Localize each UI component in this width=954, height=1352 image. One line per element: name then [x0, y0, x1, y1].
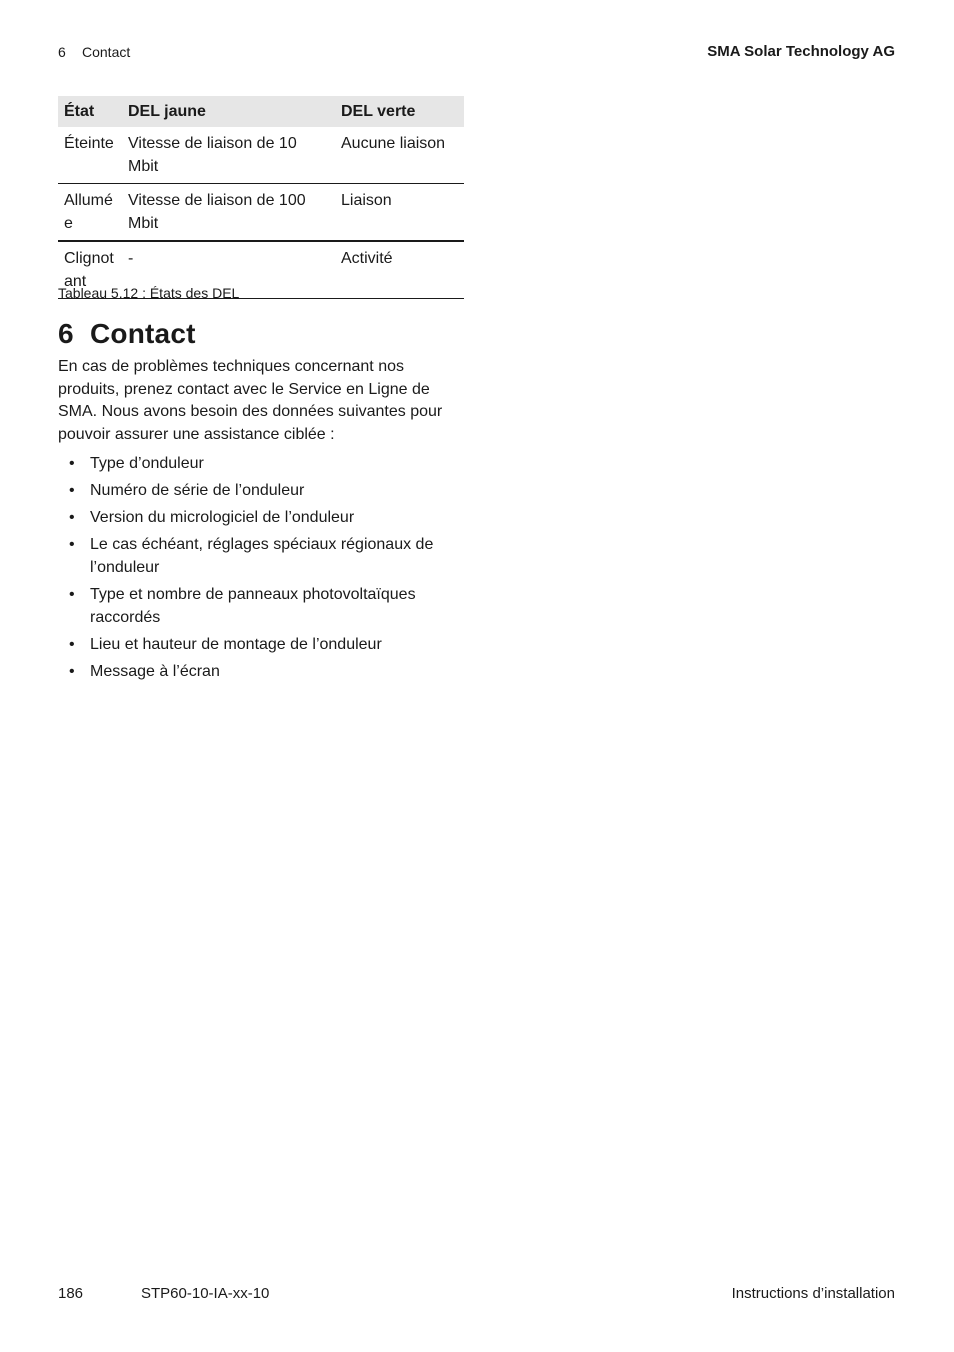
- header-section-number: 6: [58, 44, 66, 60]
- bullet-icon: •: [69, 663, 75, 680]
- cell-green-led: Activité: [335, 241, 464, 299]
- list-item: [58, 660, 468, 683]
- list-item-text: Numéro de série de l’onduleur: [90, 482, 305, 499]
- section-heading: [58, 318, 196, 350]
- header-company: SMA Solar Technology AG: [707, 43, 895, 60]
- cell-yellow-led: Vitesse de liaison de 100 Mbit: [122, 184, 335, 242]
- bullet-icon: •: [69, 636, 75, 653]
- footer-doc-title: Instructions d’installation: [731, 1285, 895, 1302]
- table-caption: Tableau 5.12 : États des DEL: [58, 285, 240, 301]
- list-item: [58, 506, 468, 529]
- column-header-yellow-led: DEL jaune: [122, 96, 335, 127]
- list-item: [58, 533, 468, 579]
- required-info-list: [58, 452, 468, 687]
- list-item-text: Version du micrologiciel de l’onduleur: [90, 509, 355, 526]
- list-item: [58, 583, 468, 629]
- cell-green-led: Liaison: [335, 184, 464, 242]
- table-row: [58, 127, 464, 184]
- bullet-icon: •: [69, 509, 75, 526]
- list-item-text: Type et nombre de panneaux photovoltaïques raccordés: [90, 586, 416, 626]
- cell-green-led: Aucune liaison: [335, 127, 464, 184]
- cell-yellow-led: -: [122, 241, 335, 299]
- cell-yellow-led: Vitesse de liaison de 10 Mbit: [122, 127, 335, 184]
- running-header: [58, 44, 130, 60]
- list-item-text: Le cas échéant, réglages spéciaux régionaux de l’onduleur: [90, 536, 434, 576]
- list-item: [58, 452, 468, 475]
- column-header-state: État: [58, 96, 122, 127]
- list-item: [58, 479, 468, 502]
- cell-state: Allumé e: [58, 184, 122, 242]
- bullet-icon: •: [69, 455, 75, 472]
- section-number: 6: [58, 318, 74, 349]
- footer-doc-code: STP60-10-IA-xx-10: [141, 1285, 270, 1302]
- list-item-text: Message à l’écran: [90, 663, 220, 680]
- bullet-icon: •: [69, 482, 75, 499]
- bullet-icon: •: [69, 536, 75, 553]
- column-header-green-led: DEL verte: [335, 96, 464, 127]
- section-title: Contact: [90, 318, 196, 349]
- bullet-icon: •: [69, 586, 75, 603]
- list-item: [58, 633, 468, 656]
- cell-state: Clignot ant: [58, 241, 122, 299]
- list-item-text: Type d’onduleur: [90, 455, 204, 472]
- table-row: [58, 184, 464, 242]
- table-header-row: [58, 96, 464, 127]
- footer-page-number: 186: [58, 1285, 84, 1302]
- cell-state: Éteinte: [58, 127, 122, 184]
- header-section-name: Contact: [82, 44, 131, 60]
- intro-paragraph: En cas de problèmes techniques concernant nos produits, prenez contact avec le Service en Ligne de SMA. Nous avons besoin des données suivantes pour pouvoir assurer une assistance ciblée :: [58, 358, 443, 444]
- list-item-text: Lieu et hauteur de montage de l’onduleur: [90, 636, 382, 653]
- led-states-table: [58, 96, 464, 299]
